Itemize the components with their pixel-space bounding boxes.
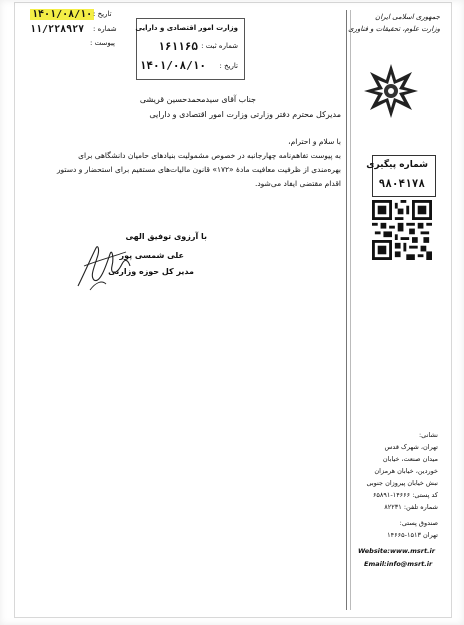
date-label: تاریخ : bbox=[93, 10, 112, 18]
registration-stamp bbox=[136, 18, 245, 80]
signer-name: علی شمسی پور bbox=[119, 251, 184, 260]
po-box-label: صندوق پستی: bbox=[399, 519, 438, 527]
body-line-3: اقدام مقتضی ایفاد می‌شود. bbox=[254, 179, 341, 188]
recipient-name: جناب آقای سیدمحمدحسین قریشی bbox=[139, 95, 256, 104]
ministry-emblem-icon bbox=[362, 62, 420, 120]
qr-code-icon bbox=[372, 200, 432, 260]
body-line-2: بهره‌مندی از ظرفیت معافیت مادهٔ «۱۷۲» قانون مالیات‌های مستقیم برای استحضار و دستور bbox=[56, 165, 341, 174]
stamp-org: وزارت امور اقتصادی و دارایی bbox=[135, 24, 238, 32]
letter-number: ۱۱/۲۲۸۹۲۷ bbox=[30, 24, 85, 35]
postal-code: کد پستی: ۱۴۶۶۶-۶۵۸۹۱ bbox=[372, 491, 438, 499]
address-label: نشانی: bbox=[418, 431, 438, 439]
address-line-4: نبش خیابان پیروزان جنوبی bbox=[366, 479, 438, 487]
email: Email:info@msrt.ir bbox=[364, 560, 433, 568]
ministry-line2: وزارت علوم، تحقیقات و فناوری bbox=[348, 25, 440, 33]
number-label: شماره : bbox=[93, 25, 117, 33]
stamp-date-value: ۱۴۰۱/۰۸/۱۰ bbox=[139, 59, 206, 72]
signer-title: مدیر کل حوزه وزارتی bbox=[108, 267, 194, 276]
address-line-3: خوردین، خیابان هرمزان bbox=[374, 467, 438, 475]
address-line-1: تهران، شهرک قدس bbox=[384, 443, 438, 451]
stamp-reg-label: شماره ثبت : bbox=[201, 42, 238, 50]
phone-number: شماره تلفن: ۸۲۲۳۱ bbox=[384, 503, 438, 511]
attachment-label: پیوست : bbox=[90, 39, 115, 47]
divider-line bbox=[346, 10, 347, 610]
tracking-number-box bbox=[366, 155, 436, 197]
stamp-reg-value: ۱۶۱۱۶۵ bbox=[158, 40, 198, 53]
stamp-date-label: تاریخ : bbox=[219, 62, 238, 70]
greeting: با سلام و احترام، bbox=[288, 137, 341, 146]
divider-line-inner bbox=[350, 10, 351, 610]
signature-icon bbox=[70, 236, 140, 294]
tracking-label: شماره پیگیری bbox=[366, 160, 428, 170]
website: Website:www.msrt.ir bbox=[358, 547, 435, 555]
po-box-value: تهران ۱۵۱۳-۱۴۶۶۵ bbox=[387, 531, 438, 539]
address-line-2: میدان صنعت، خیابان bbox=[382, 455, 438, 463]
letter-date: ۱۴۰۱/۰۸/۱۰ bbox=[32, 9, 93, 20]
body-line-1: به پیوست تفاهم‌نامه چهارجانبه در خصوص مشمولیت بنیادهای حامیان دانشگاهی برای bbox=[78, 151, 341, 160]
closing: با آرزوی توفیق الهی bbox=[125, 232, 207, 241]
ministry-line1: جمهوری اسلامی ایران bbox=[375, 13, 440, 21]
tracking-value: ۹۸۰۴۱۷۸ bbox=[378, 177, 425, 190]
recipient-title: مدیرکل محترم دفتر وزارتی وزارت امور اقتصادی و دارایی bbox=[149, 110, 341, 119]
